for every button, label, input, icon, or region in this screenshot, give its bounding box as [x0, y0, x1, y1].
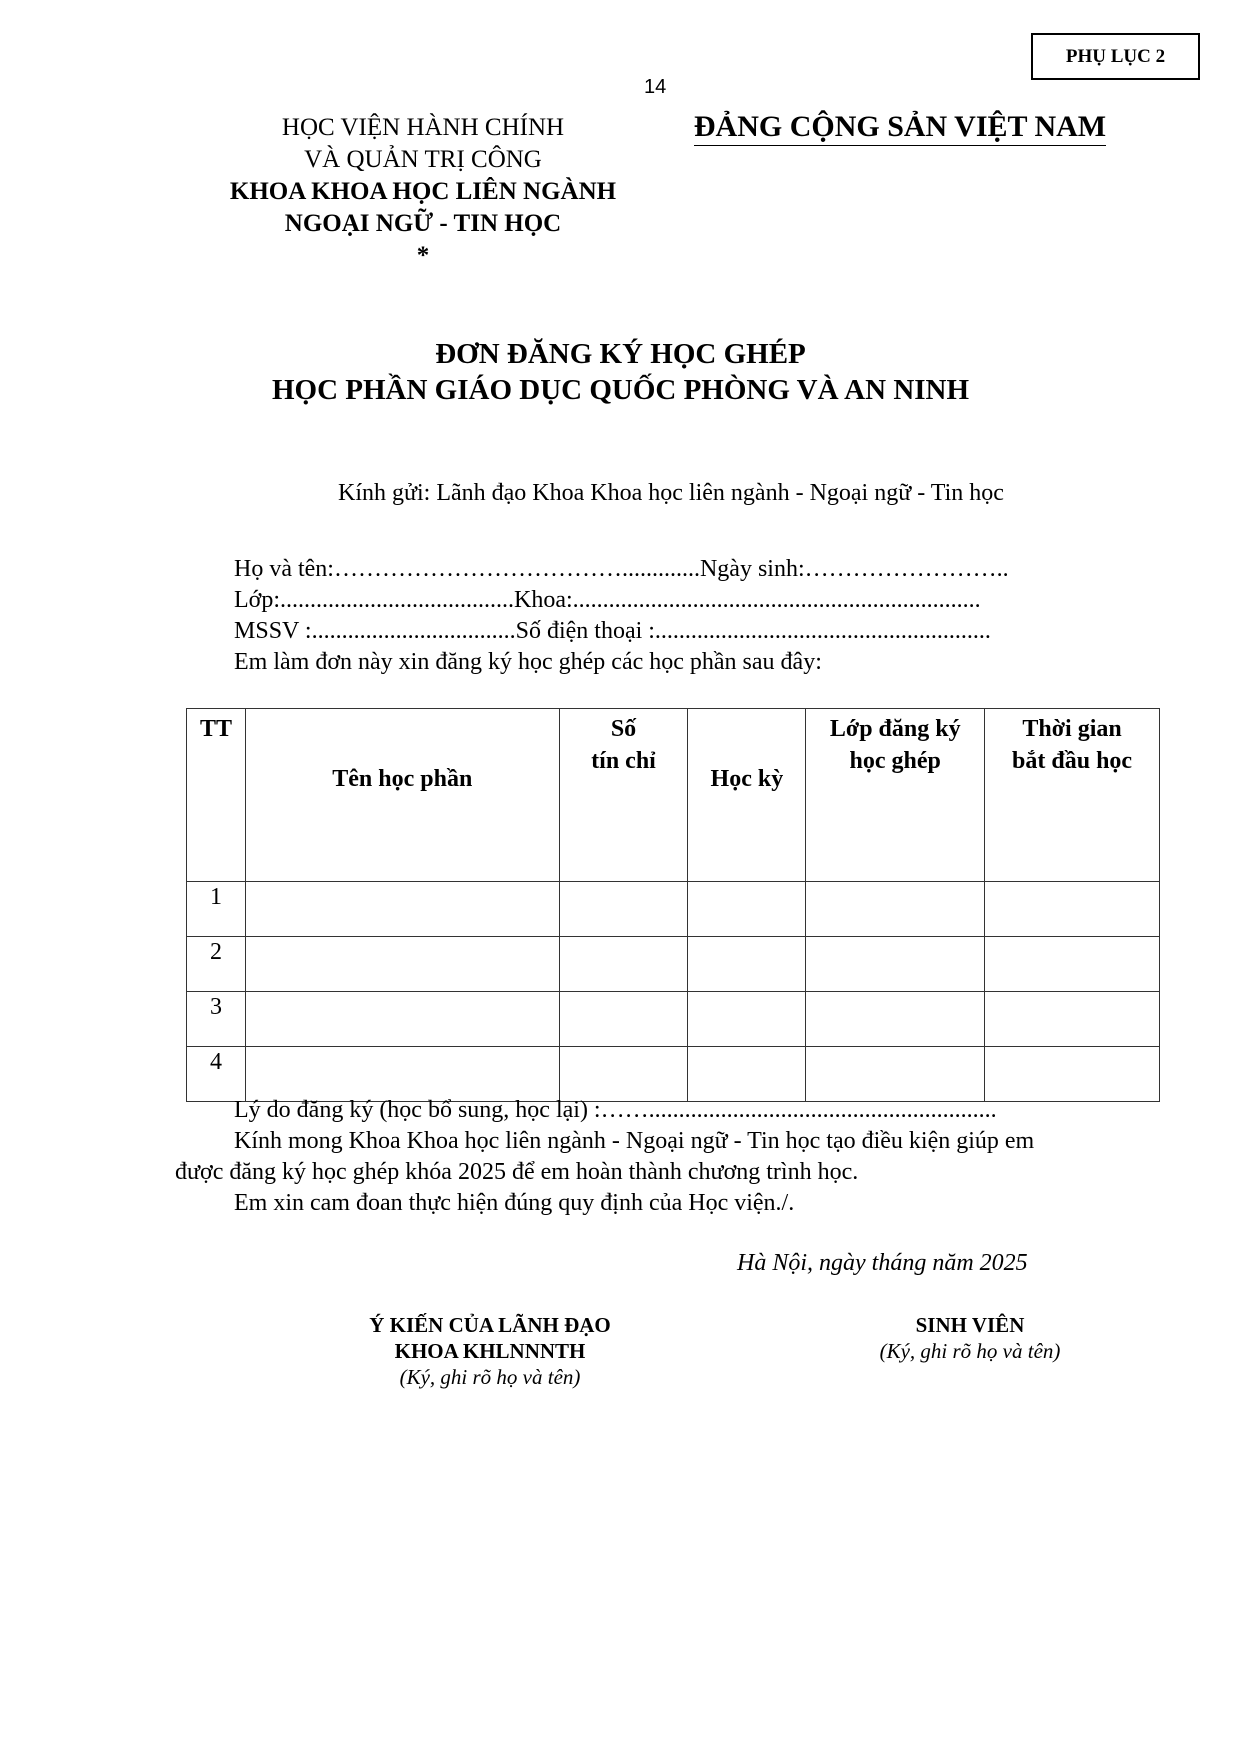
student-signature-block — [800, 1312, 1140, 1364]
student-id-phone-field: MSSV :..................................Số điện thoại :........................................................ — [234, 618, 991, 644]
faculty-signature-note: (Ký, ghi rõ họ và tên) — [399, 1365, 581, 1389]
semester-cell — [688, 992, 806, 1047]
greeting: Kính gửi: Lãnh đạo Khoa Khoa học liên ngành - Ngoại ngữ - Tin học — [338, 480, 1004, 506]
row-number: 4 — [187, 1047, 246, 1102]
table-row — [187, 937, 1160, 992]
class-cell — [806, 992, 985, 1047]
org-line-4: NGOẠI NGỮ - TIN HỌC — [284, 210, 562, 237]
class-cell — [806, 882, 985, 937]
org-line-3: KHOA KHOA HỌC LIÊN NGÀNH — [229, 178, 617, 205]
header-course-name: Tên học phần — [245, 709, 559, 882]
header-start-line-2: bắt đầu học — [1012, 748, 1133, 774]
course-table — [186, 708, 1160, 1102]
title-line-2: HỌC PHẦN GIÁO DỤC QUỐC PHÒNG VÀ AN NINH — [271, 374, 970, 406]
name-dob-field: Họ và tên:……………………………….............Ngày sinh:…………………….. — [234, 556, 1009, 582]
org-line-1: HỌC VIỆN HÀNH CHÍNH — [281, 114, 565, 141]
student-signature-title: SINH VIÊN — [915, 1313, 1025, 1337]
table-row — [187, 882, 1160, 937]
header-class-line-2: học ghép — [849, 748, 941, 774]
table-row — [187, 1047, 1160, 1102]
credits-cell — [559, 937, 688, 992]
course-name-cell — [245, 882, 559, 937]
title-line-1: ĐƠN ĐĂNG KÝ HỌC GHÉP — [435, 338, 806, 370]
header-credits-line-1: Số — [610, 716, 637, 742]
row-number: 3 — [187, 992, 246, 1047]
credits-cell — [559, 882, 688, 937]
table-row — [187, 992, 1160, 1047]
start-time-cell — [985, 882, 1160, 937]
header-semester: Học kỳ — [688, 709, 806, 882]
party-name: ĐẢNG CỘNG SẢN VIỆT NAM — [694, 110, 1106, 146]
hope-line-1: Kính mong Khoa Khoa học liên ngành - Ngoại ngữ - Tin học tạo điều kiện giúp em — [234, 1128, 1035, 1154]
appendix-label: PHỤ LỤC 2 — [1031, 33, 1200, 80]
header-start-time — [985, 709, 1160, 882]
credits-cell — [559, 992, 688, 1047]
table-header-row — [187, 709, 1160, 882]
header-credits — [559, 709, 688, 882]
credits-cell — [559, 1047, 688, 1102]
student-signature-note: (Ký, ghi rõ họ và tên) — [879, 1339, 1061, 1363]
course-name-cell — [245, 992, 559, 1047]
header-start-line-1: Thời gian — [1022, 716, 1122, 742]
reason-field: Lý do đăng ký (học bổ sung, học lại) :…….......................................................... — [234, 1097, 997, 1123]
row-number: 2 — [187, 937, 246, 992]
faculty-signature-title-1: Ý KIẾN CỦA LÃNH ĐẠO — [369, 1313, 611, 1337]
start-time-cell — [985, 937, 1160, 992]
header-tt: TT — [187, 709, 246, 882]
class-faculty-field: Lớp:.......................................Khoa:.................................................................... — [234, 587, 981, 613]
start-time-cell — [985, 1047, 1160, 1102]
semester-cell — [688, 882, 806, 937]
request-statement: Em làm đơn này xin đăng ký học ghép các học phần sau đây: — [234, 649, 822, 675]
header-class — [806, 709, 985, 882]
party-name-header — [690, 110, 1110, 144]
semester-cell — [688, 1047, 806, 1102]
course-name-cell — [245, 1047, 559, 1102]
start-time-cell — [985, 992, 1160, 1047]
row-number: 1 — [187, 882, 246, 937]
page-number: 14 — [644, 76, 667, 98]
commitment-statement: Em xin cam đoan thực hiện đúng quy định của Học viện./. — [234, 1190, 795, 1216]
faculty-signature-title-2: KHOA KHLNNNTH — [394, 1339, 586, 1363]
faculty-signature-block — [300, 1312, 680, 1390]
organization-header — [178, 112, 668, 272]
header-credits-line-2: tín chỉ — [591, 748, 656, 774]
document-title — [0, 336, 1241, 408]
class-cell — [806, 1047, 985, 1102]
org-star: * — [416, 242, 430, 269]
hope-line-2: được đăng ký học ghép khóa 2025 để em hoàn thành chương trình học. — [175, 1159, 859, 1185]
class-cell — [806, 937, 985, 992]
semester-cell — [688, 937, 806, 992]
date-line: Hà Nội, ngày tháng năm 2025 — [737, 1250, 1028, 1276]
course-name-cell — [245, 937, 559, 992]
org-line-2: VÀ QUẢN TRỊ CÔNG — [304, 146, 542, 173]
header-class-line-1: Lớp đăng ký — [829, 716, 961, 742]
